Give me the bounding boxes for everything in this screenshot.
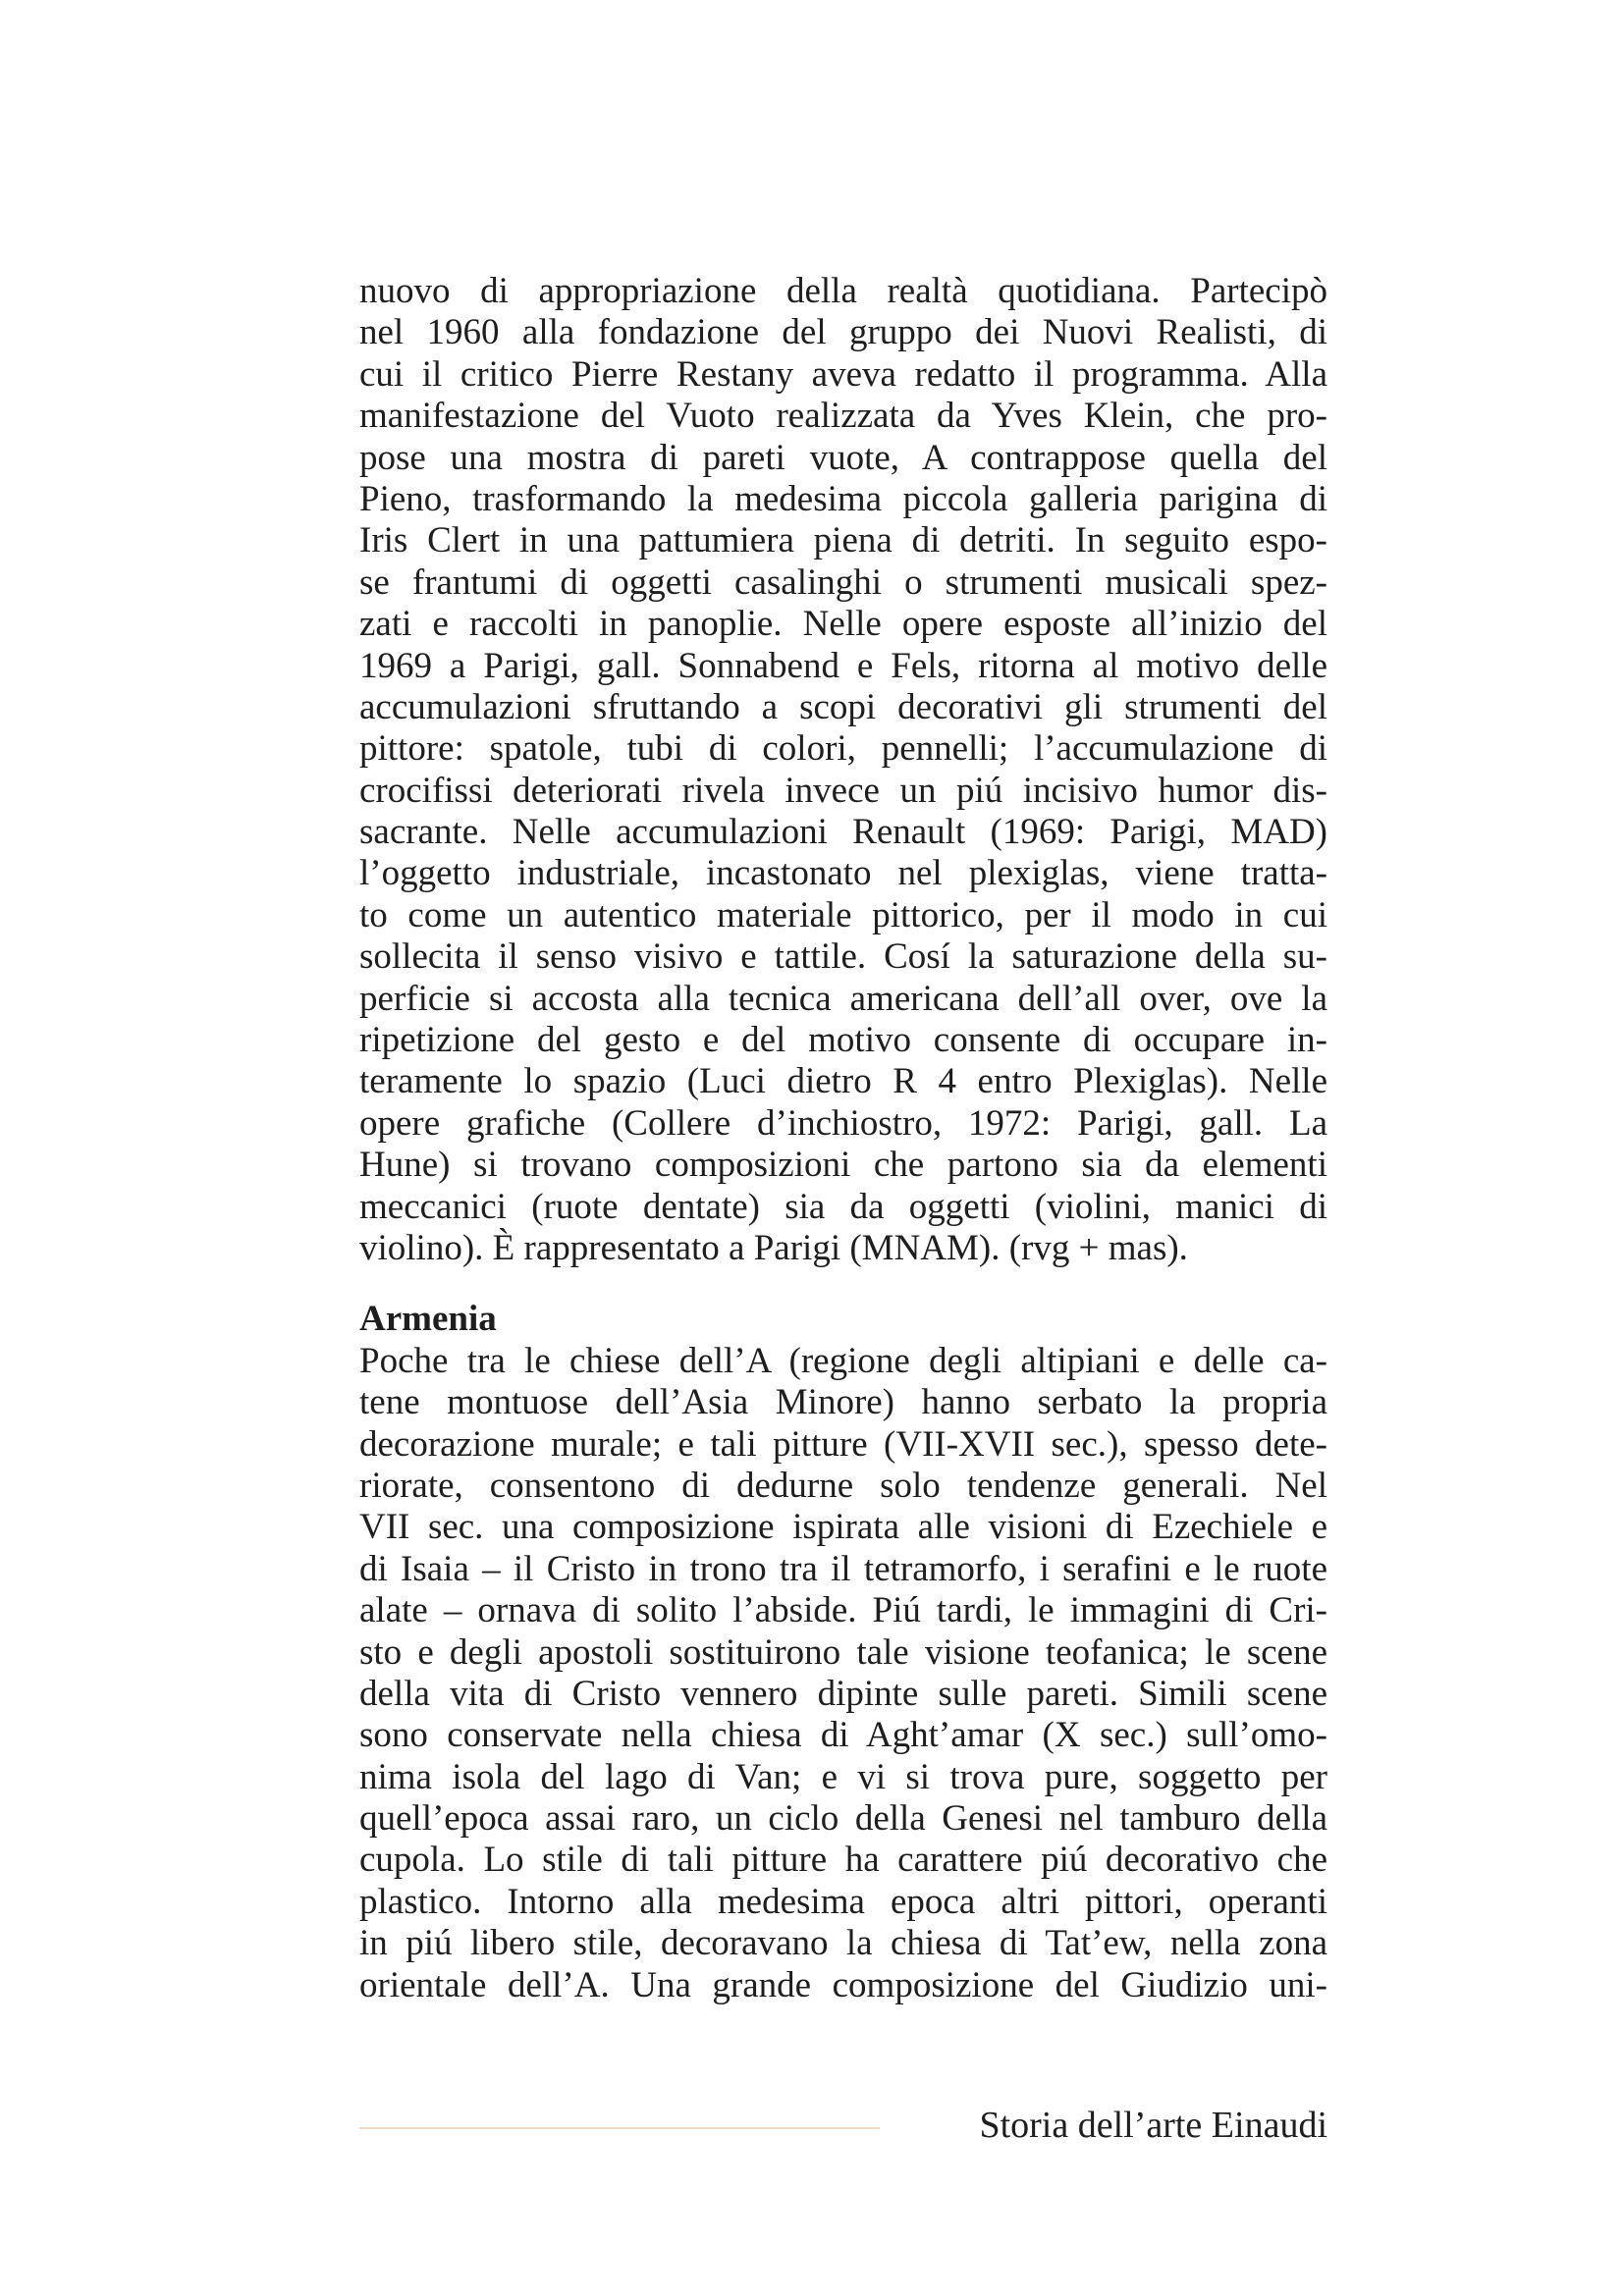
text-line: to come un autentico materiale pittorico, per il modo in cui <box>359 894 1327 935</box>
text-line: quell’epoca assai raro, un ciclo della Genesi nel tamburo della <box>359 1798 1327 1840</box>
text-line: riorate, consentono di dedurne solo tendenze generali. Nel <box>359 1465 1327 1506</box>
text-line: sollecita il senso visivo e tattile. Cosí la saturazione della su- <box>359 936 1327 978</box>
article-body <box>359 271 1327 2006</box>
text-line: tene montuose dell’Asia Minore) hanno serbato la propria <box>359 1382 1327 1423</box>
text-line: nima isola del lago di Van; e vi si trova pure, soggetto per <box>359 1756 1327 1797</box>
text-line: cui il critico Pierre Restany aveva redatto il programma. Alla <box>359 353 1327 395</box>
text-line: decorazione murale; e tali pitture (VII-XVII sec.), spesso dete- <box>359 1423 1327 1465</box>
text-line: orientale dell’A. Una grande composizione del Giudizio uni- <box>359 1964 1327 2005</box>
footer-title: Storia dell’arte Einaudi <box>979 2105 1327 2146</box>
text-line: opere grafiche (Collere d’inchiostro, 1972: Parigi, gall. La <box>359 1102 1327 1144</box>
paragraph-armenia <box>359 1341 1327 2006</box>
footer-rule <box>359 2127 880 2129</box>
text-line: sacrante. Nelle accumulazioni Renault (1969: Parigi, MAD) <box>359 812 1327 853</box>
paragraph-arman-continued <box>359 271 1327 1269</box>
text-line: di Isaia – il Cristo in trono tra il tetramorfo, i serafini e le ruote <box>359 1548 1327 1589</box>
text-line: plastico. Intorno alla medesima epoca altri pittori, operanti <box>359 1881 1327 1922</box>
text-line: 1969 a Parigi, gall. Sonnabend e Fels, ritorna al motivo delle <box>359 645 1327 686</box>
text-line: se frantumi di oggetti casalinghi o strumenti musicali spez- <box>359 561 1327 603</box>
text-line: in piú libero stile, decoravano la chiesa di Tat’ew, nella zona <box>359 1923 1327 1964</box>
text-line: Hune) si trovano composizioni che partono sia da elementi <box>359 1145 1327 1186</box>
text-line: perficie si accosta alla tecnica americana dell’all over, ove la <box>359 978 1327 1019</box>
text-line: sono conservate nella chiesa di Aght’amar (X sec.) sull’omo- <box>359 1715 1327 1756</box>
text-line: pose una mostra di pareti vuote, A contrappose quella del <box>359 437 1327 478</box>
text-line: cupola. Lo stile di tali pitture ha carattere piú decorativo che <box>359 1840 1327 1881</box>
text-line: manifestazione del Vuoto realizzata da Yves Klein, che pro- <box>359 396 1327 437</box>
text-line: della vita di Cristo vennero dipinte sulle pareti. Simili scene <box>359 1673 1327 1714</box>
section-heading: Armenia <box>359 1299 497 1340</box>
text-line: teramente lo spazio (Luci dietro R 4 entro Plexiglas). Nelle <box>359 1061 1327 1102</box>
text-line: Poche tra le chiese dell’A (regione degli altipiani e delle ca- <box>359 1340 1327 1381</box>
text-line: Iris Clert in una pattumiera piena di detriti. In seguito espo- <box>359 520 1327 561</box>
text-line: sto e degli apostoli sostituirono tale visione teofanica; le scene <box>359 1631 1327 1673</box>
text-line: ripetizione del gesto e del motivo consente di occupare in- <box>359 1020 1327 1061</box>
text-line: meccanici (ruote dentate) sia da oggetti (violini, manici di <box>359 1186 1327 1227</box>
text-line: zati e raccolti in panoplie. Nelle opere esposte all’inizio del <box>359 604 1327 645</box>
text-line: nuovo di appropriazione della realtà quotidiana. Partecipò <box>359 271 1327 311</box>
text-line: crocifissi deteriorati rivela invece un piú incisivo humor dis- <box>359 770 1327 811</box>
text-line: VII sec. una composizione ispirata alle visioni di Ezechiele e <box>359 1507 1327 1548</box>
text-line: accumulazioni sfruttando a scopi decorativi gli strumenti del <box>359 686 1327 727</box>
text-line: Pieno, trasformando la medesima piccola galleria parigina di <box>359 478 1327 519</box>
text-line: l’oggetto industriale, incastonato nel plexiglas, viene tratta- <box>359 853 1327 894</box>
text-line: nel 1960 alla fondazione del gruppo dei Nuovi Realisti, di <box>359 312 1327 353</box>
text-line: alate – ornava di solito l’abside. Piú tardi, le immagini di Cri- <box>359 1590 1327 1631</box>
text-line: violino). È rappresentato a Parigi (MNAM). (rvg + mas). <box>359 1227 1188 1268</box>
text-line: pittore: spatole, tubi di colori, pennelli; l’accumulazione di <box>359 728 1327 770</box>
